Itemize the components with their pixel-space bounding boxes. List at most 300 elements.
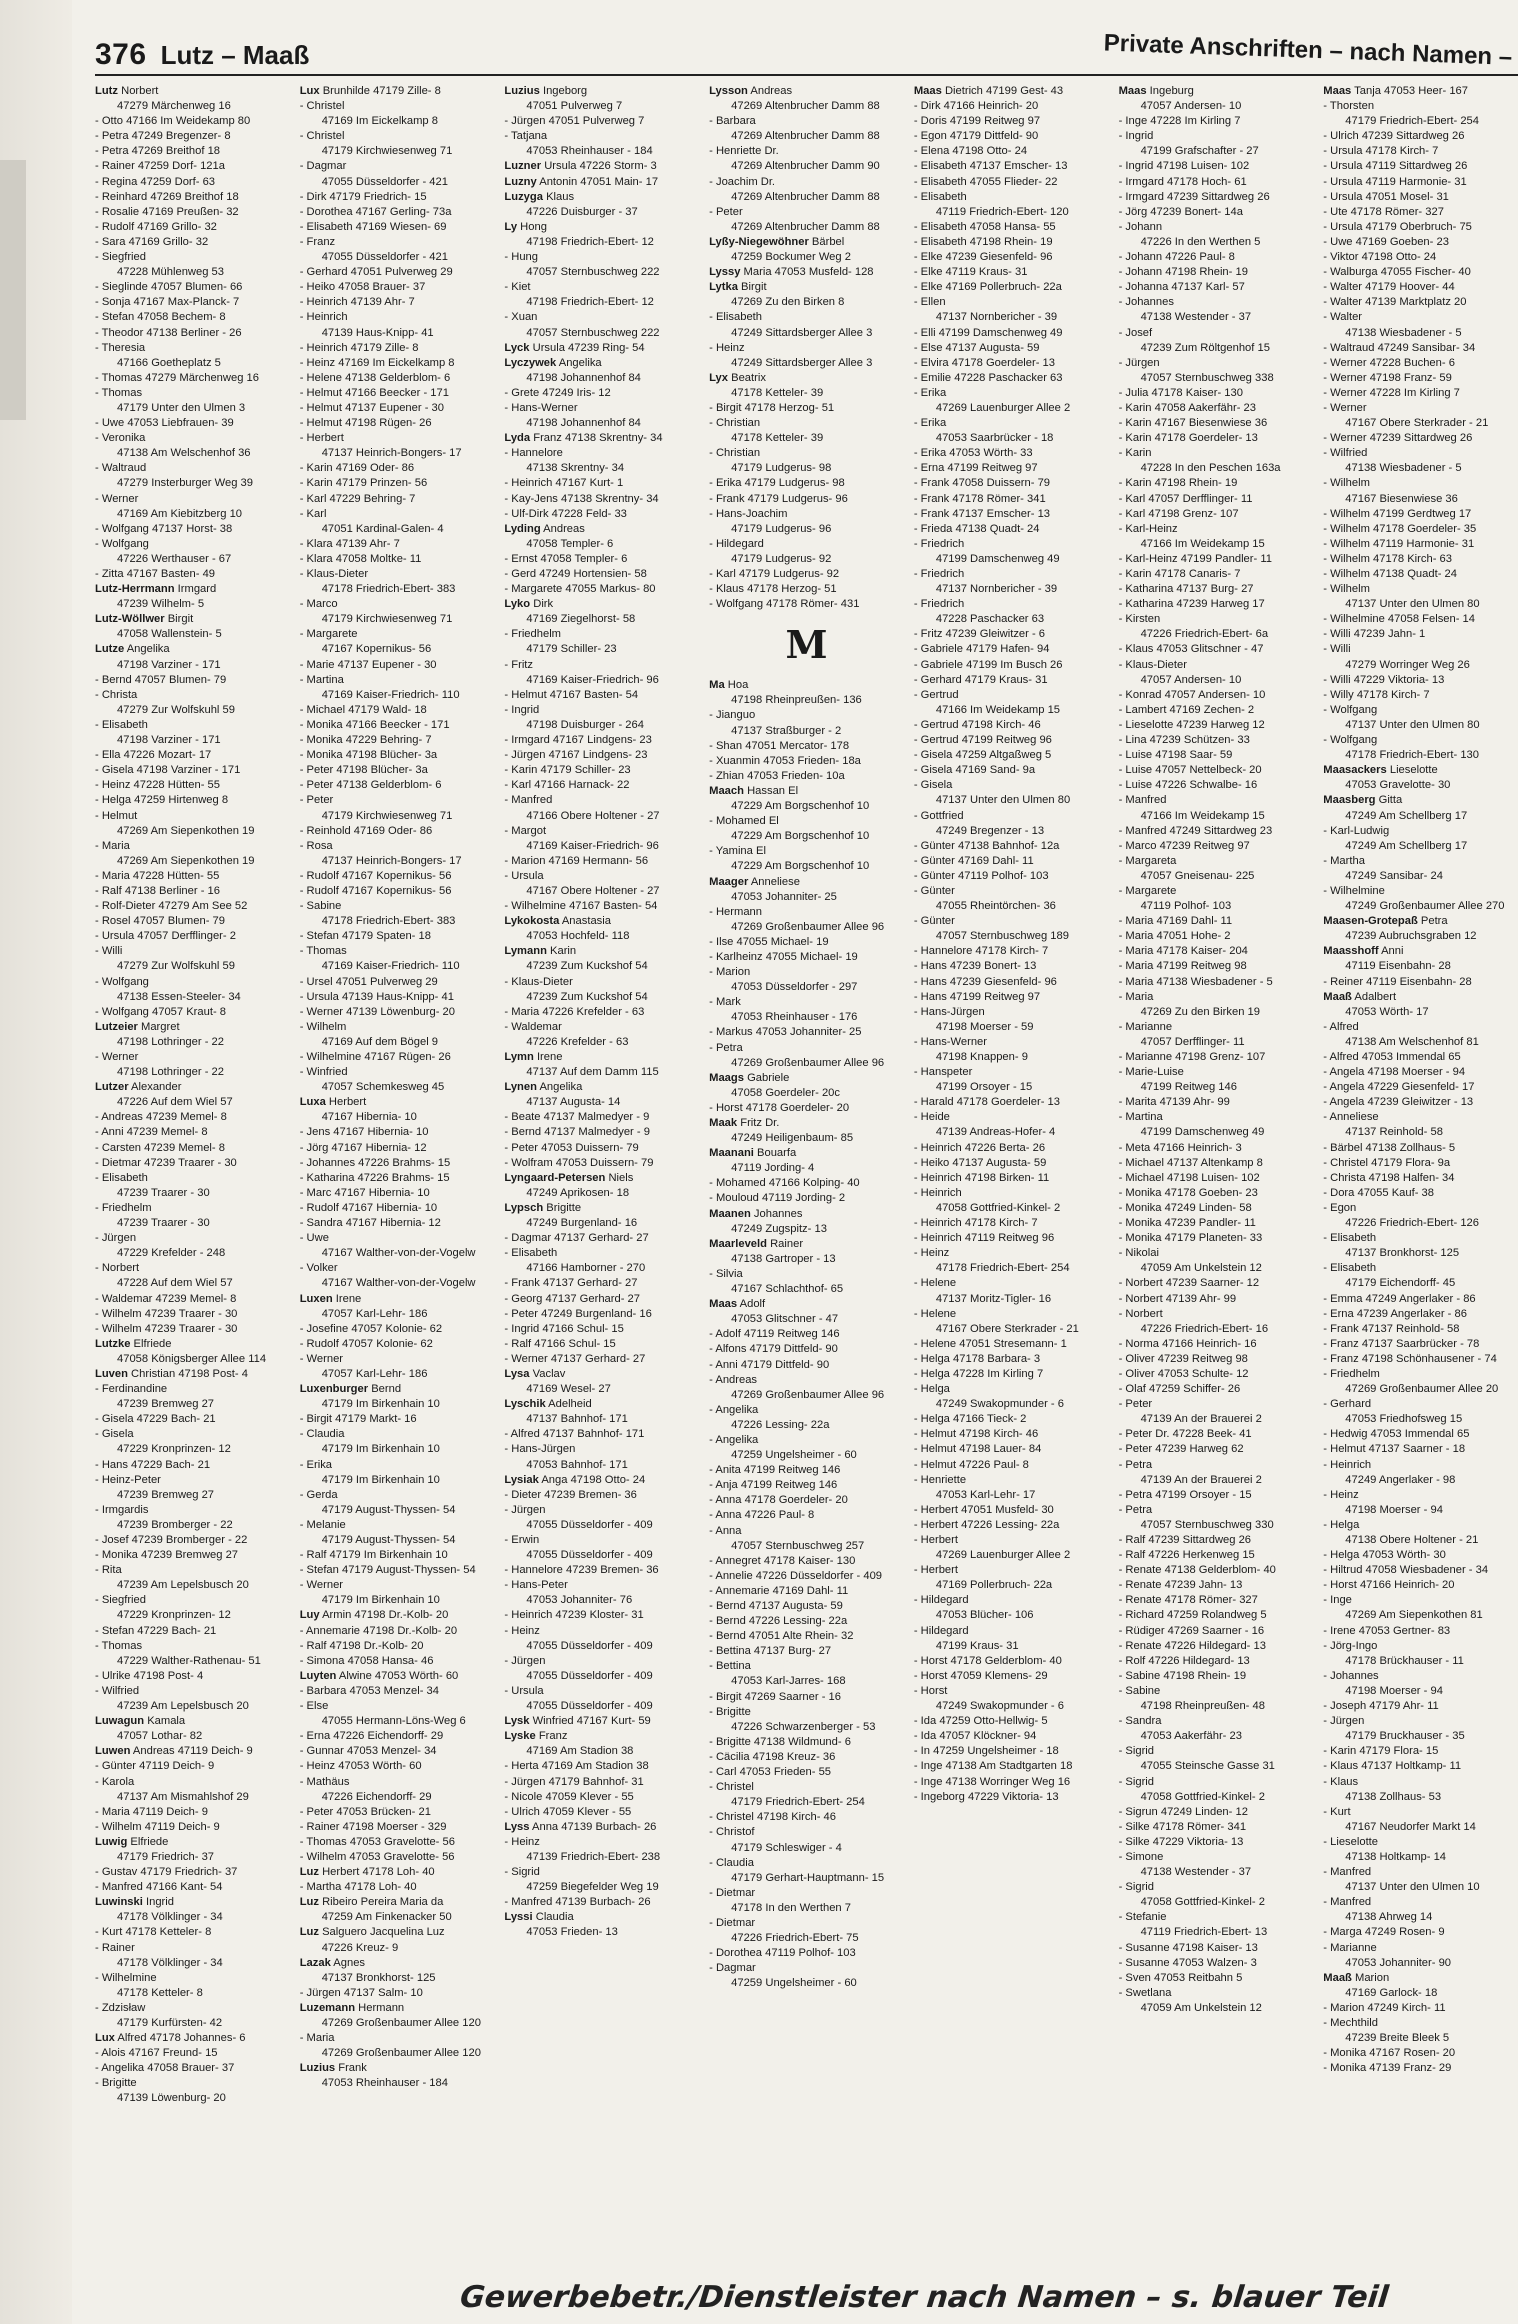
directory-entry: - Manfred 47166 Kant- 54 bbox=[95, 1881, 223, 1894]
surname: Luz bbox=[299, 1926, 319, 1939]
address-line: 47198 Rheinpreußen- 136 bbox=[731, 694, 862, 707]
directory-entry: - Marie 47137 Eupener - 30 bbox=[299, 658, 437, 671]
directory-entry: - Elke 47239 Giesenfeld- 96 bbox=[913, 251, 1053, 264]
directory-entry: - Angelika 47058 Brauer- 37 bbox=[95, 2062, 235, 2075]
surname: Maags bbox=[709, 1071, 744, 1084]
directory-entry: - Reiner 47119 Eisenbahn- 28 bbox=[1323, 975, 1472, 988]
address-line: 47053 Wörth- 17 bbox=[1345, 1005, 1429, 1018]
directory-entry: - Silke 47229 Viktoria- 13 bbox=[1118, 1835, 1244, 1848]
directory-entry: - Wolfgang bbox=[95, 975, 149, 988]
directory-entry: - Heinrich 47178 Kirch- 7 bbox=[913, 1217, 1038, 1230]
address-line: 47167 Walther-von-der-Vogelw bbox=[321, 1277, 476, 1290]
surname-entry: Lyss Anna 47139 Burbach- 26 bbox=[504, 1820, 657, 1833]
directory-entry: - Gertrud 47199 Reitweg 96 bbox=[913, 734, 1052, 747]
surname-entry: Luzius Ingeborg bbox=[504, 85, 588, 97]
address-line: 47139 Haus-Knipp- 41 bbox=[321, 326, 434, 339]
directory-entry: - Christof bbox=[709, 1826, 755, 1839]
directory-entry: - Marga 47249 Rosen- 9 bbox=[1323, 1926, 1445, 1939]
directory-entry: - Johann bbox=[1118, 220, 1163, 233]
address-line: 47167 Hibernia- 10 bbox=[321, 1111, 417, 1124]
address-line: 47239 Aubruchsgraben 12 bbox=[1345, 930, 1477, 943]
address-line: 47269 Großenbaumer Allee 96 bbox=[731, 920, 885, 933]
address-line: 47179 August-Thyssen- 54 bbox=[321, 1503, 456, 1516]
address-line: 47179 Ludgerus- 92 bbox=[731, 552, 832, 565]
surname-entry: Lysson Andreas bbox=[709, 85, 793, 97]
address-line: 47269 Großenbaumer Allee 96 bbox=[731, 1056, 885, 1069]
address-line: 47138 Skrentny- 34 bbox=[526, 462, 625, 475]
directory-entry: - Ingrid bbox=[1118, 130, 1154, 143]
directory-entry: - Susanne 47198 Kaiser- 13 bbox=[1118, 1941, 1258, 1954]
directory-entry: - Friedhelm bbox=[504, 628, 561, 641]
directory-entry: - Ursula 47051 Mosel- 31 bbox=[1323, 190, 1449, 203]
directory-entry: - Gerda bbox=[299, 1488, 338, 1501]
directory-entry: - Willi bbox=[95, 945, 123, 958]
directory-entry: - Maria 47199 Reitweg 98 bbox=[1118, 960, 1247, 973]
directory-entry: - Katharina 47239 Harweg 17 bbox=[1118, 598, 1265, 611]
address-line: 47249 Angerlaker - 98 bbox=[1345, 1473, 1456, 1486]
address-line: 47249 Sittardsberger Allee 3 bbox=[731, 356, 873, 369]
address-line: 47259 Am Finkenacker 50 bbox=[321, 1911, 452, 1924]
directory-entry: - Erna 47239 Angerlaker - 86 bbox=[1323, 1307, 1467, 1320]
directory-entry: - Mohamed El bbox=[709, 815, 779, 828]
surname-entry: Maaß Adalbert bbox=[1323, 990, 1397, 1003]
directory-entry: - Birgit 47178 Herzog- 51 bbox=[709, 401, 835, 414]
address-line: 47249 Heiligenbaum- 85 bbox=[731, 1132, 854, 1145]
directory-entry: - Jörg 47167 Hibernia- 12 bbox=[299, 1141, 427, 1154]
directory-entry: - Dirk 47166 Heinrich- 20 bbox=[913, 100, 1039, 113]
directory-entry: - Frank 47178 Römer- 341 bbox=[913, 492, 1046, 505]
directory-entry: - Marianne 47198 Grenz- 107 bbox=[1118, 1051, 1266, 1063]
address-line: 47229 Kronprinzen- 12 bbox=[117, 1443, 231, 1456]
address-line: 47053 Friedhofsweg 15 bbox=[1345, 1413, 1463, 1426]
directory-entry: - Sonja 47167 Max-Planck- 7 bbox=[95, 296, 240, 309]
address-line: 47138 Ahrweg 14 bbox=[1345, 1911, 1433, 1924]
directory-entry: - Elisabeth bbox=[1323, 1262, 1377, 1275]
directory-entry: - Maria 47178 Kaiser- 204 bbox=[1118, 945, 1248, 958]
address-line: 47178 Friedrich-Ebert- 383 bbox=[321, 583, 456, 596]
address-line: 47269 Lauenburger Allee 2 bbox=[935, 1549, 1071, 1562]
directory-entry: - Hildegard bbox=[709, 537, 764, 550]
directory-entry: - Uwe 47053 Liebfrauen- 39 bbox=[95, 417, 234, 430]
directory-entry: - Josef 47239 Bromberger - 22 bbox=[95, 1534, 248, 1546]
surname: Lutze bbox=[95, 643, 125, 656]
surname-entry: Lytka Birgit bbox=[709, 281, 767, 294]
directory-entry: - Hans-Werner bbox=[504, 401, 578, 414]
address-line: 47178 Ketteler- 8 bbox=[117, 1986, 203, 1999]
directory-entry: - Nicole 47059 Klever - 55 bbox=[504, 1790, 634, 1803]
address-line: 47138 Westender - 37 bbox=[1140, 311, 1252, 324]
address-line: 47058 Königsberger Allee 114 bbox=[117, 1352, 267, 1365]
surname-entry: Lyczywek Angelika bbox=[504, 356, 602, 369]
surname-entry: Lutzeier Margret bbox=[95, 1020, 180, 1033]
directory-entry: - Helga 47166 Tieck- 2 bbox=[913, 1413, 1027, 1426]
surname: Luwinski bbox=[95, 1896, 143, 1909]
address-line: 47057 Karl-Lehr- 186 bbox=[321, 1367, 428, 1380]
surname: Luwen bbox=[95, 1745, 131, 1758]
directory-entry: - Günter 47138 Bahnhof- 12a bbox=[913, 839, 1060, 852]
directory-entry: - Rudolf 47167 Kopernikus- 56 bbox=[299, 869, 452, 882]
surname-entry: Lyding Andreas bbox=[504, 522, 585, 535]
directory-entry: - Irmgard 47178 Hoch- 61 bbox=[1118, 175, 1247, 188]
directory-entry: - Jürgen bbox=[1323, 1715, 1365, 1728]
surname-entry: Lutzke Elfriede bbox=[95, 1337, 172, 1350]
address-line: 47249 Swakopmunder - 6 bbox=[935, 1398, 1064, 1411]
directory-entry: - Sigrid bbox=[1118, 1881, 1154, 1894]
directory-entry: - Ida 47259 Otto-Hellwig- 5 bbox=[913, 1715, 1048, 1728]
directory-entry: - Norbert bbox=[95, 1262, 140, 1275]
surname: Luwig bbox=[95, 1835, 128, 1848]
directory-entry: - Heinz 47169 Im Eickelkamp 8 bbox=[299, 356, 455, 369]
address-line: 47179 Ludgerus- 96 bbox=[731, 522, 832, 535]
address-line: 47057 Gneisenau- 225 bbox=[1140, 869, 1255, 882]
directory-entry: - Manfred bbox=[1118, 794, 1167, 807]
directory-entry: - Wilhelm 47119 Deich- 9 bbox=[95, 1820, 220, 1833]
directory-entry: - Karl 47198 Grenz- 107 bbox=[1118, 507, 1239, 520]
directory-entry: - Günter bbox=[913, 915, 955, 928]
address-line: 47139 An der Brauerei 2 bbox=[1140, 1473, 1262, 1486]
surname: Lyschik bbox=[504, 1398, 546, 1411]
directory-entry: - Gisela bbox=[95, 1428, 134, 1441]
address-line: 47167 Obere Holtener - 27 bbox=[526, 884, 660, 897]
directory-entry: - Ingrid 47198 Luisen- 102 bbox=[1118, 160, 1250, 173]
directory-entry: - Zhian 47053 Frieden- 10a bbox=[709, 769, 845, 782]
address-line: 47199 Orsoyer - 15 bbox=[935, 1081, 1033, 1094]
directory-entry: - Jörg-Ingo bbox=[1323, 1639, 1378, 1652]
directory-entry: - Uwe 47169 Goeben- 23 bbox=[1323, 235, 1449, 248]
surname-entry: Luxen Irene bbox=[299, 1292, 362, 1305]
directory-entry: - Heinrich 47139 Ahr- 7 bbox=[299, 296, 415, 309]
address-line: 47178 Brückhauser - 11 bbox=[1345, 1654, 1464, 1667]
surname: Lutz-Wöllwer bbox=[95, 613, 165, 626]
surname: Maas bbox=[1118, 85, 1147, 97]
directory-entry: - Anni 47179 Dittfeld- 90 bbox=[709, 1358, 830, 1371]
directory-entry: - Peter 47249 Burgenland- 16 bbox=[504, 1307, 652, 1320]
directory-entry: - Ursula 47179 Oberbruch- 75 bbox=[1323, 220, 1472, 233]
surname: Maarleveld bbox=[709, 1237, 767, 1250]
directory-entry: - Dorothea 47167 Gerling- 73a bbox=[299, 205, 452, 218]
address-line: 47249 Bregenzer - 13 bbox=[935, 824, 1045, 837]
address-line: 47229 Am Borgschenhof 10 bbox=[731, 860, 870, 873]
directory-entry: - Franz bbox=[299, 235, 336, 248]
address-line: 47249 Am Schellberg 17 bbox=[1345, 809, 1468, 822]
address-line: 47249 Swakopmunder - 6 bbox=[935, 1700, 1064, 1713]
directory-entry: - Karin 47058 Aakerfähr- 23 bbox=[1118, 401, 1257, 414]
directory-entry: - Else bbox=[299, 1700, 329, 1713]
directory-entry: - Erika 47179 Ludgerus- 98 bbox=[709, 477, 845, 490]
address-line: 47137 Unter den Ulmen 80 bbox=[1345, 598, 1480, 611]
surname: Lux bbox=[299, 85, 320, 97]
address-line: 47055 Düsseldorfer - 409 bbox=[526, 1669, 653, 1682]
directory-entry: - Ilse 47055 Michael- 19 bbox=[709, 935, 829, 948]
directory-entry: - Lambert 47169 Zechen- 2 bbox=[1118, 703, 1255, 716]
directory-entry: - Christel 47198 Kirch- 46 bbox=[709, 1811, 836, 1824]
address-line: 47166 Im Weidekamp 15 bbox=[1140, 537, 1265, 550]
surname: Lyss bbox=[504, 1820, 530, 1833]
address-line: 47138 Zollhaus- 53 bbox=[1345, 1790, 1442, 1803]
directory-entry: - Simone bbox=[1118, 1850, 1164, 1863]
directory-entry: - Gisela 47169 Sand- 9a bbox=[913, 764, 1036, 777]
directory-entry: - Christel bbox=[299, 130, 345, 143]
surname: Luxenburger bbox=[299, 1383, 369, 1396]
directory-entry: - Rolf 47226 Hildegard- 13 bbox=[1118, 1654, 1250, 1667]
directory-entry: - Inge 47138 Worringer Weg 16 bbox=[913, 1775, 1071, 1788]
address-line: 47053 Saarbrücker - 18 bbox=[935, 432, 1054, 445]
directory-entry: - Walburga 47055 Fischer- 40 bbox=[1323, 266, 1471, 279]
directory-entry: - Helga 47053 Wörth- 30 bbox=[1323, 1549, 1446, 1562]
address-line: 47249 Burgenland- 16 bbox=[526, 1217, 638, 1230]
directory-entry: - Manfred bbox=[504, 794, 553, 807]
directory-entry: - Heinz 47053 Wörth- 60 bbox=[299, 1760, 422, 1773]
surname-entry: Maags Gabriele bbox=[709, 1071, 790, 1084]
address-line: 47058 Templer- 6 bbox=[526, 537, 614, 550]
address-line: 47051 Kardinal-Galen- 4 bbox=[321, 522, 444, 535]
address-line: 47259 Biegefelder Weg 19 bbox=[526, 1881, 659, 1894]
directory-entry: - Konrad 47057 Andersen- 10 bbox=[1118, 688, 1266, 701]
directory-entry: - Klaus bbox=[1323, 1775, 1359, 1788]
address-line: 47053 Karl-Lehr- 17 bbox=[935, 1488, 1036, 1501]
directory-entry: - Günter bbox=[913, 884, 955, 897]
surname: Maaß bbox=[1323, 1971, 1352, 1984]
surname: Lux bbox=[95, 2032, 115, 2045]
address-line: 47138 Gartroper - 13 bbox=[731, 1252, 836, 1265]
address-line: 47228 Mühlenweg 53 bbox=[117, 266, 224, 279]
address-line: 47053 Johanniter- 25 bbox=[731, 890, 837, 903]
directory-entry: - Viktor 47198 Otto- 24 bbox=[1323, 251, 1437, 264]
directory-entry: - Maria 47226 Krefelder - 63 bbox=[504, 1005, 645, 1018]
address-line: 47198 Johannenhof 84 bbox=[526, 417, 641, 430]
directory-entry: - Kiet bbox=[504, 281, 531, 294]
address-line: 47053 Blücher- 106 bbox=[935, 1609, 1034, 1622]
directory-entry: - Wilhelmine 47058 Felsen- 14 bbox=[1323, 613, 1476, 626]
directory-entry: - Stefan 47229 Bach- 21 bbox=[95, 1624, 217, 1637]
directory-entry: - Carl 47053 Frieden- 55 bbox=[709, 1766, 832, 1779]
directory-entry: - Ralf 47239 Sittardweg 26 bbox=[1118, 1534, 1252, 1546]
directory-entry: - Annelie 47226 Düsseldorfer - 409 bbox=[709, 1569, 883, 1582]
address-line: 47053 Rheinhauser - 184 bbox=[321, 2077, 448, 2090]
directory-entry: - Elisabeth 47169 Wiesen- 69 bbox=[299, 220, 447, 233]
directory-entry: - Monika 47166 Beecker - 171 bbox=[299, 718, 450, 731]
address-line: 47178 In den Werthen 7 bbox=[731, 1901, 851, 1914]
surname: Luxen bbox=[299, 1292, 333, 1305]
directory-entry: - Peter 47198 Blücher- 3a bbox=[299, 764, 428, 777]
surname-entry: Lutze Angelika bbox=[95, 643, 170, 656]
directory-entry: - Hans 47199 Reitweg 97 bbox=[913, 990, 1041, 1003]
directory-entry: - Wilhelm 47199 Gerdtweg 17 bbox=[1323, 507, 1472, 520]
address-line: 47249 Großenbaumer Allee 270 bbox=[1345, 900, 1505, 913]
address-line: 47179 Im Birkenhain 10 bbox=[321, 1594, 440, 1607]
directory-entry: - Jürgen 47137 Salm- 10 bbox=[299, 1986, 423, 1999]
directory-entry: - Elisabeth 47137 Emscher- 13 bbox=[913, 160, 1068, 173]
surname-entry: Lypsch Brigitte bbox=[504, 1201, 582, 1214]
address-line: 47055 Düsseldorfer - 421 bbox=[321, 251, 448, 264]
directory-entry: - Zitta 47167 Basten- 49 bbox=[95, 568, 216, 580]
directory-entry: - Josef bbox=[1118, 326, 1153, 339]
directory-entry: - Willi 47229 Viktoria- 13 bbox=[1323, 673, 1445, 686]
directory-entry: - Yamina El bbox=[709, 845, 766, 858]
directory-entry: - Ida 47057 Klöckner- 94 bbox=[913, 1730, 1037, 1743]
address-line: 47053 Rheinhauser - 176 bbox=[731, 1011, 858, 1024]
surname-entry: Lutzer Alexander bbox=[95, 1081, 182, 1094]
address-line: 47279 Insterburger Weg 39 bbox=[117, 477, 253, 490]
address-line: 47269 Altenbrucher Damm 88 bbox=[731, 220, 880, 233]
surname-entry: Luwagun Kamala bbox=[95, 1715, 186, 1728]
surname: Lytka bbox=[709, 281, 738, 294]
directory-entry: - Jürgen bbox=[504, 1503, 546, 1516]
directory-entry: - Frank 47137 Gerhard- 27 bbox=[504, 1277, 638, 1290]
address-line: 47239 Traarer - 30 bbox=[117, 1186, 210, 1199]
directory-entry: - Marion bbox=[709, 966, 751, 979]
directory-entry: - Walter 47139 Marktplatz 20 bbox=[1323, 296, 1467, 309]
address-line: 47055 Rheintörchen- 36 bbox=[935, 900, 1056, 913]
surname-entry: Luxenburger Bernd bbox=[299, 1383, 402, 1396]
directory-entry: - Martina bbox=[299, 673, 344, 686]
directory-entry: - Thorsten bbox=[1323, 100, 1375, 113]
directory-entry: - Dagmar bbox=[709, 1962, 756, 1975]
directory-entry: - Erna 47226 Eichendorff- 29 bbox=[299, 1730, 444, 1743]
directory-entry: - Helmut 47166 Beecker - 171 bbox=[299, 386, 449, 399]
directory-entry: - Erika 47053 Wörth- 33 bbox=[913, 447, 1033, 460]
address-line: 47179 Unter den Ulmen 3 bbox=[117, 401, 246, 414]
column-6 bbox=[1119, 84, 1314, 2274]
directory-entry: - Elke 47169 Pollerbruch- 22a bbox=[913, 281, 1062, 294]
surname-entry: Lux Brunhilde 47179 Zille- 8 bbox=[299, 85, 441, 97]
directory-entry: - Egon bbox=[1323, 1201, 1357, 1214]
surname: Maanani bbox=[709, 1147, 754, 1160]
surname-entry: Lymn Irene bbox=[504, 1051, 563, 1063]
surname-entry: Maas Adolf bbox=[709, 1298, 766, 1311]
directory-entry: - Angelika bbox=[709, 1433, 759, 1446]
directory-entry: - Willi bbox=[1323, 643, 1351, 656]
letter-heading: M bbox=[785, 622, 828, 668]
surname-entry: Lysa Vaclav bbox=[504, 1367, 566, 1380]
surname-entry: Lyßy-Niegewöhner Bärbel bbox=[709, 235, 845, 248]
column-1 bbox=[95, 84, 290, 2274]
address-line: 47279 Märchenweg 16 bbox=[117, 100, 231, 113]
directory-entry: - Julia 47178 Kaiser- 130 bbox=[1118, 386, 1243, 399]
address-line: 47055 Düsseldorfer - 421 bbox=[321, 175, 448, 188]
directory-entry: - Ralf 47138 Berliner - 16 bbox=[95, 884, 220, 897]
directory-entry: - Marianne bbox=[1323, 1941, 1377, 1954]
directory-entry: - Meta 47166 Heinrich- 3 bbox=[1118, 1141, 1242, 1154]
directory-entry: - Heinrich 47167 Kurt- 1 bbox=[504, 477, 624, 490]
address-line: 47269 Großenbaumer Allee 96 bbox=[731, 1388, 885, 1401]
section-title: Private Anschriften – nach Namen – bbox=[1103, 29, 1513, 71]
directory-entry: - Hildegard bbox=[913, 1594, 969, 1607]
address-line: 47269 Altenbrucher Damm 88 bbox=[731, 130, 880, 143]
directory-entry: - Egon 47179 Dittfeld- 90 bbox=[913, 130, 1039, 143]
surname-entry: Lyschik Adelheid bbox=[504, 1398, 592, 1411]
directory-entry: - Peter 47053 Brücken- 21 bbox=[299, 1805, 431, 1818]
address-line: 47198 Lothringer - 22 bbox=[117, 1066, 224, 1079]
address-line: 47198 Varziner - 171 bbox=[117, 658, 221, 671]
address-line: 47167 Neudorfer Markt 14 bbox=[1345, 1820, 1476, 1833]
surname: Lysiak bbox=[504, 1473, 539, 1486]
address-line: 47226 Friedrich-Ebert- 6a bbox=[1140, 628, 1269, 641]
directory-entry: - Erika bbox=[299, 1458, 333, 1471]
surname: Lysson bbox=[709, 85, 748, 97]
address-line: 47138 Am Welschenhof 81 bbox=[1345, 1035, 1479, 1048]
directory-entry: - Margarete bbox=[299, 628, 358, 641]
directory-entry: - Marion 47249 Kirch- 11 bbox=[1323, 2001, 1446, 2014]
address-line: 47169 Kaiser-Friedrich- 96 bbox=[526, 839, 659, 852]
directory-entry: - Renate 47178 Römer- 327 bbox=[1118, 1594, 1258, 1607]
address-line: 47057 Sternbuschweg 222 bbox=[526, 266, 660, 279]
directory-entry: - Werner bbox=[299, 1352, 344, 1365]
address-line: 47229 Am Borgschenhof 10 bbox=[731, 830, 870, 843]
directory-entry: - Wolfgang bbox=[1323, 734, 1378, 747]
address-line: 47259 Ungelsheimer - 60 bbox=[731, 1449, 857, 1462]
directory-entry: - Johann 47226 Paul- 8 bbox=[1118, 251, 1235, 264]
directory-entry: - Herbert 47226 Lessing- 22a bbox=[913, 1518, 1060, 1531]
directory-entry: - Ulrike 47198 Post- 4 bbox=[95, 1669, 204, 1682]
address-line: 47058 Gottfried-Kinkel- 2 bbox=[935, 1201, 1061, 1214]
address-line: 47138 Wiesbadener - 5 bbox=[1345, 326, 1462, 339]
directory-entry: - Helene 47138 Gelderblom- 6 bbox=[299, 371, 451, 384]
directory-entry: - Wilhelm bbox=[1323, 583, 1370, 596]
directory-entry: - Gisela 47198 Varziner - 171 bbox=[95, 764, 241, 777]
address-line: 47198 Rheinpreußen- 48 bbox=[1140, 1700, 1265, 1713]
directory-entry: - Wilfried bbox=[1323, 447, 1368, 460]
address-line: 47269 Lauenburger Allee 2 bbox=[935, 401, 1071, 414]
surname: Ma bbox=[709, 679, 725, 692]
directory-entry: - Karl bbox=[299, 507, 327, 520]
directory-entry: - Frank 47137 Emscher- 13 bbox=[913, 507, 1051, 520]
address-line: 47137 Bronkhorst- 125 bbox=[321, 1971, 436, 1984]
directory-entry: - Stefanie bbox=[1118, 1911, 1167, 1924]
directory-entry: - Mohamed 47166 Kolping- 40 bbox=[709, 1177, 860, 1190]
directory-entry: - Elena 47198 Otto- 24 bbox=[913, 145, 1028, 158]
address-line: 47138 Westender - 37 bbox=[1140, 1866, 1252, 1879]
directory-entry: - Elisabeth 47198 Rhein- 19 bbox=[913, 235, 1053, 248]
directory-entry: - Wilhelm 47119 Harmonie- 31 bbox=[1323, 537, 1475, 550]
directory-entry: - Joachim Dr. bbox=[709, 175, 776, 188]
directory-entry: - Irene 47053 Gertner- 83 bbox=[1323, 1624, 1451, 1637]
surname-entry: Lutz Norbert bbox=[95, 85, 159, 97]
directory-entry: - Helmut 47198 Kirch- 46 bbox=[913, 1428, 1039, 1441]
header-rule bbox=[95, 74, 1518, 76]
directory-entry: - Rosel 47057 Blumen- 79 bbox=[95, 915, 225, 928]
directory-entry: - Friedrich bbox=[913, 568, 965, 580]
surname-entry: Luz Salguero Jacquelina Luz bbox=[299, 1926, 445, 1939]
directory-entry: - Sabine 47198 Rhein- 19 bbox=[1118, 1669, 1247, 1682]
address-line: 47179 August-Thyssen- 54 bbox=[321, 1534, 456, 1546]
directory-entry: - Gunnar 47053 Menzel- 34 bbox=[299, 1745, 437, 1758]
address-line: 47053 Bahnhof- 171 bbox=[526, 1458, 628, 1471]
directory-entry: - Otto 47166 Im Weidekamp 80 bbox=[95, 115, 251, 128]
directory-entry: - Hermann bbox=[709, 905, 762, 918]
directory-entry: - Rudolf 47167 Kopernikus- 56 bbox=[299, 884, 452, 897]
directory-entry: - Hans 47229 Bach- 21 bbox=[95, 1458, 211, 1471]
directory-entry: - Friedhelm bbox=[95, 1201, 152, 1214]
directory-entry: - Ella 47226 Mozart- 17 bbox=[95, 749, 212, 762]
address-line: 47057 Sternbuschweg 222 bbox=[526, 326, 660, 339]
directory-entry: - Annemarie 47198 Dr.-Kolb- 20 bbox=[299, 1624, 458, 1637]
directory-entry: - Christel bbox=[299, 100, 345, 113]
directory-entry: - Wolfgang bbox=[95, 537, 149, 550]
directory-entry: - Marco bbox=[299, 598, 338, 611]
address-line: 47058 Gottfried-Kinkel- 2 bbox=[1140, 1896, 1265, 1909]
surname-entry: Lyssy Maria 47053 Musfeld- 128 bbox=[709, 266, 874, 279]
directory-entry: - Erika bbox=[913, 417, 947, 430]
directory-entry: - Nikolai bbox=[1118, 1247, 1159, 1260]
address-line: 47249 Sansibar- 24 bbox=[1345, 869, 1443, 882]
directory-entry: - Kurt 47178 Ketteler- 8 bbox=[95, 1926, 212, 1939]
directory-entry: - Beate 47137 Malmedyer - 9 bbox=[504, 1111, 650, 1124]
directory-entry: - Klaus 47178 Herzog- 51 bbox=[709, 583, 837, 596]
surname-entry: Luzny Antonin 47051 Main- 17 bbox=[504, 175, 659, 188]
directory-entry: - Theodor 47138 Berliner - 26 bbox=[95, 326, 242, 339]
address-line: 47239 Bromberger - 22 bbox=[117, 1518, 233, 1531]
